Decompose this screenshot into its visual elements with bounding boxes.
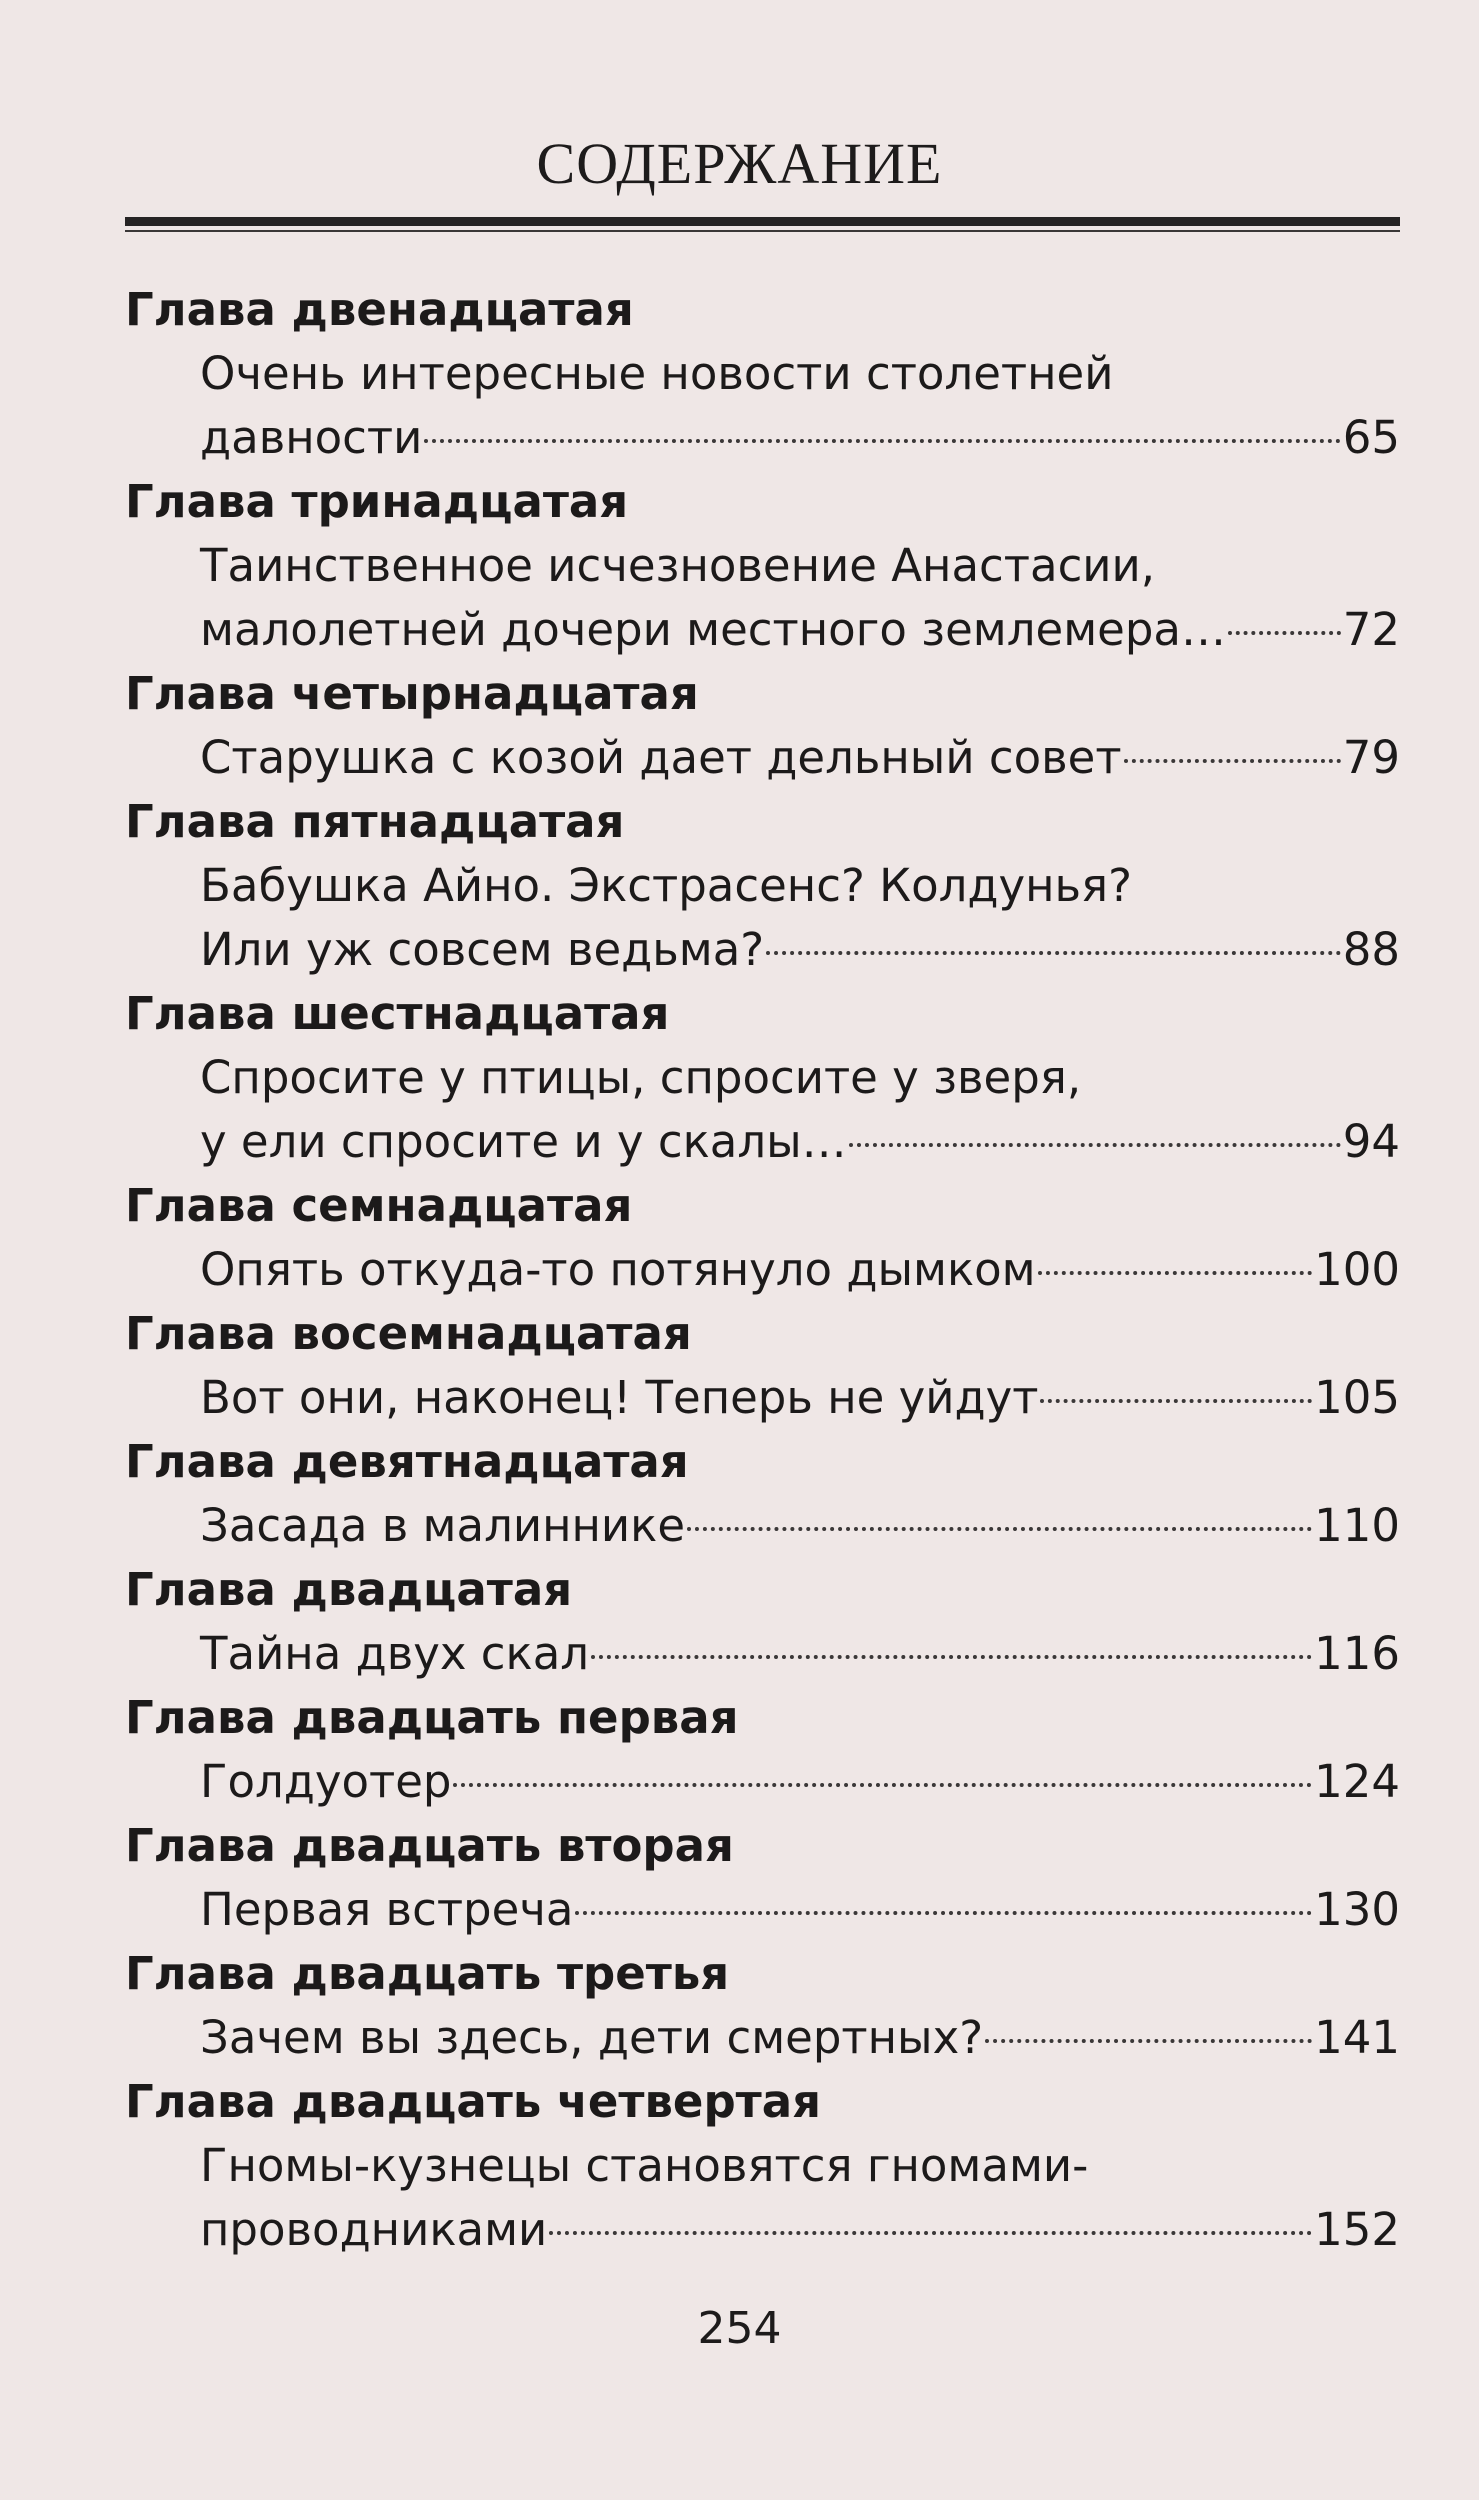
title-rule-thick (125, 217, 1400, 226)
entry-title-text: проводниками (200, 2203, 548, 2256)
entry-title-line (200, 1878, 1400, 1942)
entry-title-text: Первая встреча (200, 1883, 574, 1936)
toc-entry (125, 2134, 1400, 2262)
entry-title-line (200, 1494, 1400, 1558)
toc-entry (125, 2006, 1400, 2070)
chapter-title: Глава двадцатая (125, 1563, 573, 1616)
toc-entry (125, 1622, 1400, 1686)
chapter-title: Глава шестнадцатая (125, 987, 670, 1040)
entry-title-line: Бабушка Айно. Экстрасенс? Колдунья? (200, 859, 1133, 912)
entry-page-number: 124 (1314, 1755, 1400, 1808)
entry-page-number: 79 (1342, 731, 1400, 784)
entry-page-number: 100 (1314, 1243, 1400, 1296)
page-title: СОДЕРЖАНИЕ (536, 131, 943, 196)
entry-title-line (200, 2006, 1400, 2070)
dot-leader (849, 1143, 1341, 1147)
entry-title-text: Зачем вы здесь, дети смертных? (200, 2011, 984, 2064)
chapter-title: Глава тринадцатая (125, 475, 629, 528)
chapter-title: Глава двадцать первая (125, 1691, 739, 1744)
dot-leader (549, 2231, 1312, 2235)
entry-title-line: Очень интересные новости столетней (200, 347, 1114, 400)
dot-leader (453, 1783, 1312, 1787)
page-number: 254 (697, 2303, 782, 2354)
chapter-title: Глава двадцать третья (125, 1947, 730, 2000)
chapter-title: Глава семнадцатая (125, 1179, 633, 1232)
entry-title-line (200, 918, 1400, 982)
entry-page-number: 88 (1342, 923, 1400, 976)
entry-title-line (200, 1238, 1400, 1302)
toc-entry (125, 1750, 1400, 1814)
entry-title-line (200, 726, 1400, 790)
toc-entry (125, 1046, 1400, 1174)
dot-leader (1124, 759, 1341, 763)
toc-entry (125, 1366, 1400, 1430)
toc-entry (125, 1878, 1400, 1942)
entry-title-line (200, 598, 1400, 662)
entry-title-text: Вот они, наконец! Теперь не уйдут (200, 1371, 1039, 1424)
toc-entry (125, 726, 1400, 790)
toc-entry (125, 342, 1400, 470)
entry-title-text: Тайна двух скал (200, 1627, 590, 1680)
entry-title-text: Или уж совсем ведьма? (200, 923, 765, 976)
chapter-title: Глава четырнадцатая (125, 667, 699, 720)
entry-title-text: Голдуотер (200, 1755, 452, 1808)
dot-leader (591, 1655, 1312, 1659)
toc-entry (125, 534, 1400, 662)
dot-leader (575, 1911, 1312, 1915)
dot-leader (1228, 631, 1341, 635)
entry-title-line (200, 2198, 1400, 2262)
entry-title-line (200, 1750, 1400, 1814)
entry-title-line: Таинственное исчезновение Анастасии, (200, 539, 1156, 592)
entry-title-line (200, 406, 1400, 470)
entry-title-text: у ели спросите и у скалы… (200, 1115, 847, 1168)
entry-title-text: Засада в малиннике (200, 1499, 686, 1552)
entry-title-text: давности (200, 411, 423, 464)
entry-page-number: 72 (1342, 603, 1400, 656)
entry-title-line (200, 1622, 1400, 1686)
entry-page-number: 110 (1314, 1499, 1400, 1552)
entry-page-number: 94 (1342, 1115, 1400, 1168)
entry-page-number: 65 (1342, 411, 1400, 464)
entry-title-text: Старушка с козой дает дельный совет (200, 731, 1122, 784)
dot-leader (424, 439, 1340, 443)
table-of-contents (125, 278, 1400, 2262)
entry-title-line (200, 1366, 1400, 1430)
title-rule-thin (125, 230, 1400, 232)
dot-leader (985, 2039, 1312, 2043)
dot-leader (1038, 1271, 1312, 1275)
entry-title-line (200, 1110, 1400, 1174)
chapter-title: Глава девятнадцатая (125, 1435, 689, 1488)
chapter-title: Глава двадцать вторая (125, 1819, 734, 1872)
entry-page-number: 152 (1314, 2203, 1400, 2256)
chapter-title: Глава пятнадцатая (125, 795, 625, 848)
entry-page-number: 116 (1314, 1627, 1400, 1680)
chapter-title: Глава двенадцатая (125, 283, 634, 336)
entry-title-text: малолетней дочери местного землемера… (200, 603, 1226, 656)
entry-title-text: Опять откуда-то потянуло дымком (200, 1243, 1036, 1296)
toc-entry (125, 1494, 1400, 1558)
chapter-title: Глава двадцать четвертая (125, 2075, 822, 2128)
toc-entry (125, 1238, 1400, 1302)
entry-page-number: 130 (1314, 1883, 1400, 1936)
dot-leader (687, 1527, 1312, 1531)
entry-title-line: Гномы-кузнецы становятся гномами- (200, 2139, 1089, 2192)
chapter-title: Глава восемнадцатая (125, 1307, 692, 1360)
entry-title-line: Спросите у птицы, спросите у зверя, (200, 1051, 1082, 1104)
entry-page-number: 105 (1314, 1371, 1400, 1424)
toc-entry (125, 854, 1400, 982)
entry-page-number: 141 (1314, 2011, 1400, 2064)
dot-leader (1040, 1399, 1312, 1403)
dot-leader (766, 951, 1341, 955)
